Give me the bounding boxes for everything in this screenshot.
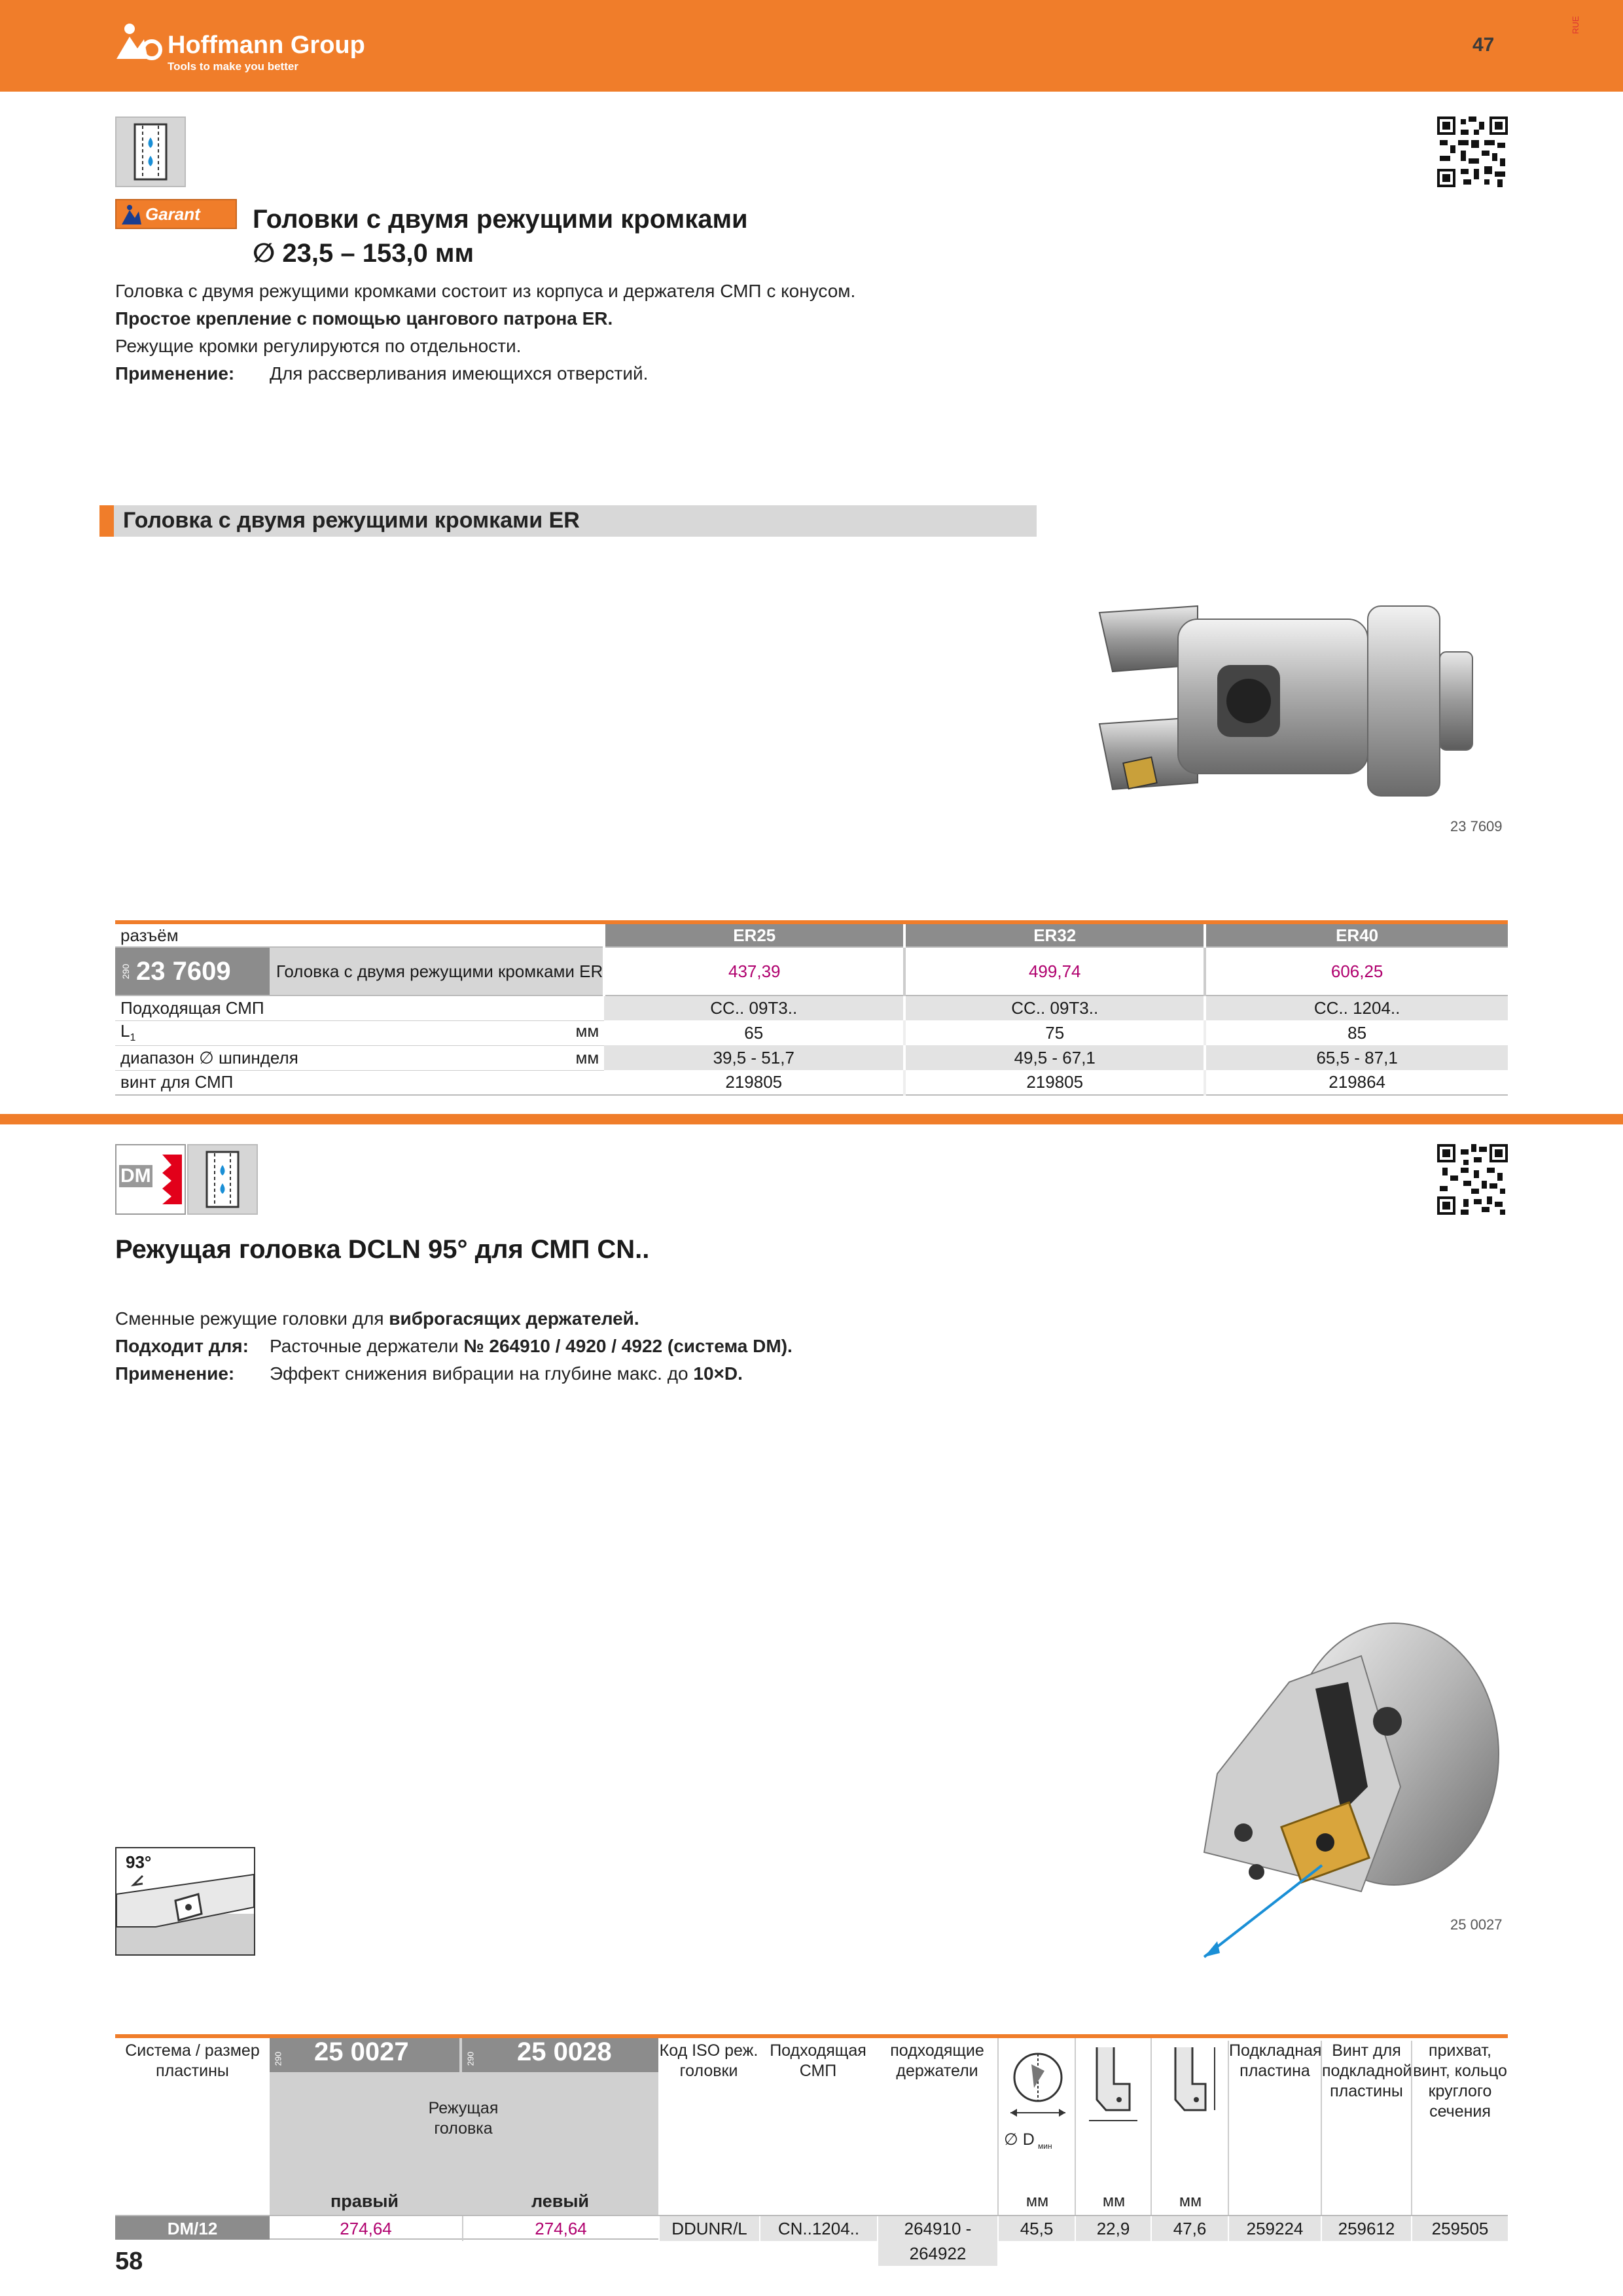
product1-description — [115, 278, 855, 387]
table2-col-shim-screw: Винт для подкладной пластины — [1321, 2041, 1411, 2215]
table1-product-name: Головка с двумя режущими кромками ER — [270, 948, 603, 995]
product2-image-artno: 25 0027 — [1450, 1916, 1503, 1933]
product2-fit-bold: № 264910 / 4920 / 4922 (система DM). — [463, 1336, 793, 1356]
table2-col-holders: подходящие держатели — [890, 2041, 984, 2080]
table1-row-label: L — [120, 1021, 130, 1041]
table1-row-label: Подходящая СМП — [115, 996, 604, 1020]
product2-fit-text: Расточные держатели — [270, 1336, 464, 1356]
table1-artno: 23 7609 — [136, 956, 231, 986]
section-accent — [99, 505, 114, 537]
table1-price-row — [115, 947, 1508, 996]
table2-col-dmin — [997, 2038, 1075, 2215]
product1-image-artno: 23 7609 — [1450, 818, 1503, 834]
table2-price-left: 274,64 — [462, 2216, 658, 2241]
table1-price-er32: 499,74 — [904, 947, 1205, 996]
coolant-through-icon — [115, 117, 186, 187]
table2-clamp: 259505 — [1411, 2216, 1508, 2241]
table1-row-screw — [115, 1070, 1508, 1095]
table2-group-code: 290 — [465, 2051, 476, 2066]
section-title-bar — [99, 505, 1037, 537]
product2-app-bold: 10×D. — [693, 1363, 743, 1384]
page-number-top: 47 — [1472, 34, 1495, 56]
table2-system: DM/12 — [115, 2216, 270, 2240]
table1-cell: CC.. 09T3.. — [604, 996, 904, 1020]
product1-desc3: Режущие кромки регулируются по отдельности. — [115, 336, 522, 356]
cutting-angle-label: 93° — [126, 1852, 152, 1872]
product1-desc2: Простое крепление с помощью цангового патрона ER. — [115, 308, 613, 329]
table1-col-er40: ER40 — [1205, 922, 1508, 947]
coolant-through-icon-2 — [187, 1144, 258, 1215]
table1-cell: 85 — [1205, 1020, 1508, 1045]
cutting-angle-diagram — [115, 1847, 255, 1956]
product2-description — [115, 1305, 793, 1388]
brand-name: Hoffmann Group — [168, 31, 365, 59]
language-tag: RUE — [1571, 16, 1580, 34]
table2-iso: DDUNR/L — [658, 2216, 759, 2241]
product2-desc-bold: виброгасящих держателей. — [389, 1308, 639, 1329]
table2-col-insert: Подходящая СМП — [770, 2041, 866, 2080]
product2-spec-table-header — [115, 2038, 1508, 2215]
table2-artno-right: 25 0027 — [314, 2037, 409, 2066]
table1-cell: 219864 — [1205, 1070, 1508, 1095]
two-edge-boring-head-image — [1073, 593, 1479, 809]
garant-logo: Garant — [115, 199, 237, 229]
table2-col-clamp: прихват, винт, кольцо круглого сечения — [1411, 2041, 1508, 2215]
product2-title: Режущая головка DCLN 95° для СМП CN.. — [115, 1235, 650, 1264]
table2-shim: 259224 — [1228, 2216, 1321, 2241]
table1-row-unit: мм — [575, 1021, 599, 1041]
product2-app-text: Эффект снижения вибрации на глубине макс. до — [270, 1363, 694, 1384]
table1-price-er25: 437,39 — [604, 947, 904, 996]
dim2-diagram-icon — [1084, 2045, 1143, 2130]
table1-cell: 65,5 - 87,1 — [1205, 1045, 1508, 1070]
dmin-label: ∅ D — [1004, 2130, 1035, 2149]
table2-holders: 264910 - 264922 — [877, 2216, 997, 2266]
table2-insert: CN..1204.. — [759, 2216, 877, 2241]
table1-row-length — [115, 1020, 1508, 1045]
product2-fit-label: Подходит для: — [115, 1336, 249, 1356]
product2-desc-text: Сменные режущие головки для — [115, 1308, 389, 1329]
table2-artno-left: 25 0028 — [517, 2037, 612, 2066]
table2-col-dim3 — [1150, 2038, 1228, 2215]
table1-row-spindle — [115, 1045, 1508, 1070]
table1-cell: 219805 — [604, 1070, 904, 1095]
table1-cell: CC.. 09T3.. — [904, 996, 1205, 1020]
table2-left-label: левый — [531, 2191, 590, 2211]
table2-artno-right-cell — [270, 2038, 459, 2072]
table1-cell: 219805 — [904, 1070, 1205, 1095]
dim3-diagram-icon — [1160, 2045, 1219, 2130]
table2-dim3: 47,6 — [1150, 2216, 1228, 2241]
table1-row-insert — [115, 996, 1508, 1020]
table2-artno-left-cell — [462, 2038, 658, 2072]
section-divider — [0, 1114, 1623, 1124]
brand-tagline: Tools to make you better — [168, 60, 298, 73]
page-number-bottom: 58 — [115, 2248, 143, 2275]
table1-row-label: винт для СМП — [115, 1070, 604, 1095]
hoffmann-logo — [115, 14, 397, 80]
product1-app-text: Для рассверливания имеющихся отверстий. — [270, 363, 649, 384]
table2-col-iso: Код ISO реж. головки — [659, 2041, 758, 2080]
table2-col-shim: Подкладная пластина — [1228, 2041, 1321, 2215]
table1-header-label: разъём — [115, 922, 604, 947]
table2-dim2: 22,9 — [1075, 2216, 1150, 2241]
table2-dmin: 45,5 — [997, 2216, 1075, 2241]
table1-group-code: 290 — [120, 963, 131, 979]
product1-spec-table — [115, 920, 1508, 1096]
table2-group-code: 290 — [273, 2051, 283, 2066]
dmin-unit: мм — [1026, 2192, 1049, 2210]
table1-col-er25: ER25 — [604, 922, 904, 947]
dim2-unit: мм — [1102, 2192, 1126, 2210]
product1-title-line2: ∅ 23,5 – 153,0 мм — [253, 239, 474, 268]
table2-col-dim2 — [1075, 2038, 1150, 2215]
table1-cell: 65 — [604, 1020, 904, 1045]
dm-system-icon: DM — [115, 1144, 186, 1215]
table1-header-row — [115, 922, 1508, 947]
table2-product-name: Режущая головка — [428, 2099, 499, 2138]
product1-app-label: Применение: — [115, 363, 235, 384]
product2-app-label: Применение: — [115, 1363, 235, 1384]
table1-cell: 49,5 - 67,1 — [904, 1045, 1205, 1070]
product1-desc1: Головка с двумя режущими кромками состоит из корпуса и держателя СМП с конусом. — [115, 281, 856, 301]
table1-row-label: диапазон ∅ шпинделя — [120, 1047, 298, 1067]
table1-price-er40: 606,25 — [1205, 947, 1508, 996]
dmin-label-sub: мин — [1038, 2142, 1052, 2151]
dmin-diagram-icon — [1005, 2045, 1071, 2130]
qr-code-icon-2[interactable] — [1437, 1144, 1508, 1215]
table1-artno-cell — [115, 948, 270, 995]
product1-title-line1: Головки с двумя режущими кромками — [253, 205, 748, 234]
table1-cell: CC.. 1204.. — [1205, 996, 1508, 1020]
table2-price-right: 274,64 — [340, 2219, 392, 2238]
section-title: Головка с двумя режущими кромками ER — [123, 508, 580, 533]
garant-mark-icon — [120, 204, 147, 226]
table1-row-unit: мм — [575, 1047, 599, 1067]
table1-col-er32: ER32 — [904, 922, 1205, 947]
table2-col-system: Система / размер пластины — [125, 2041, 260, 2080]
table1-cell: 39,5 - 51,7 — [604, 1045, 904, 1070]
table1-cell: 75 — [904, 1020, 1205, 1045]
table1-row-label-sub: 1 — [130, 1032, 136, 1044]
table2-shim-screw: 259612 — [1321, 2216, 1411, 2241]
qr-code-icon[interactable] — [1437, 117, 1508, 187]
dim3-unit: мм — [1179, 2192, 1202, 2210]
page-header — [0, 0, 1623, 92]
hoffmann-mark-icon — [115, 22, 166, 62]
table2-right-label: правый — [330, 2191, 399, 2211]
